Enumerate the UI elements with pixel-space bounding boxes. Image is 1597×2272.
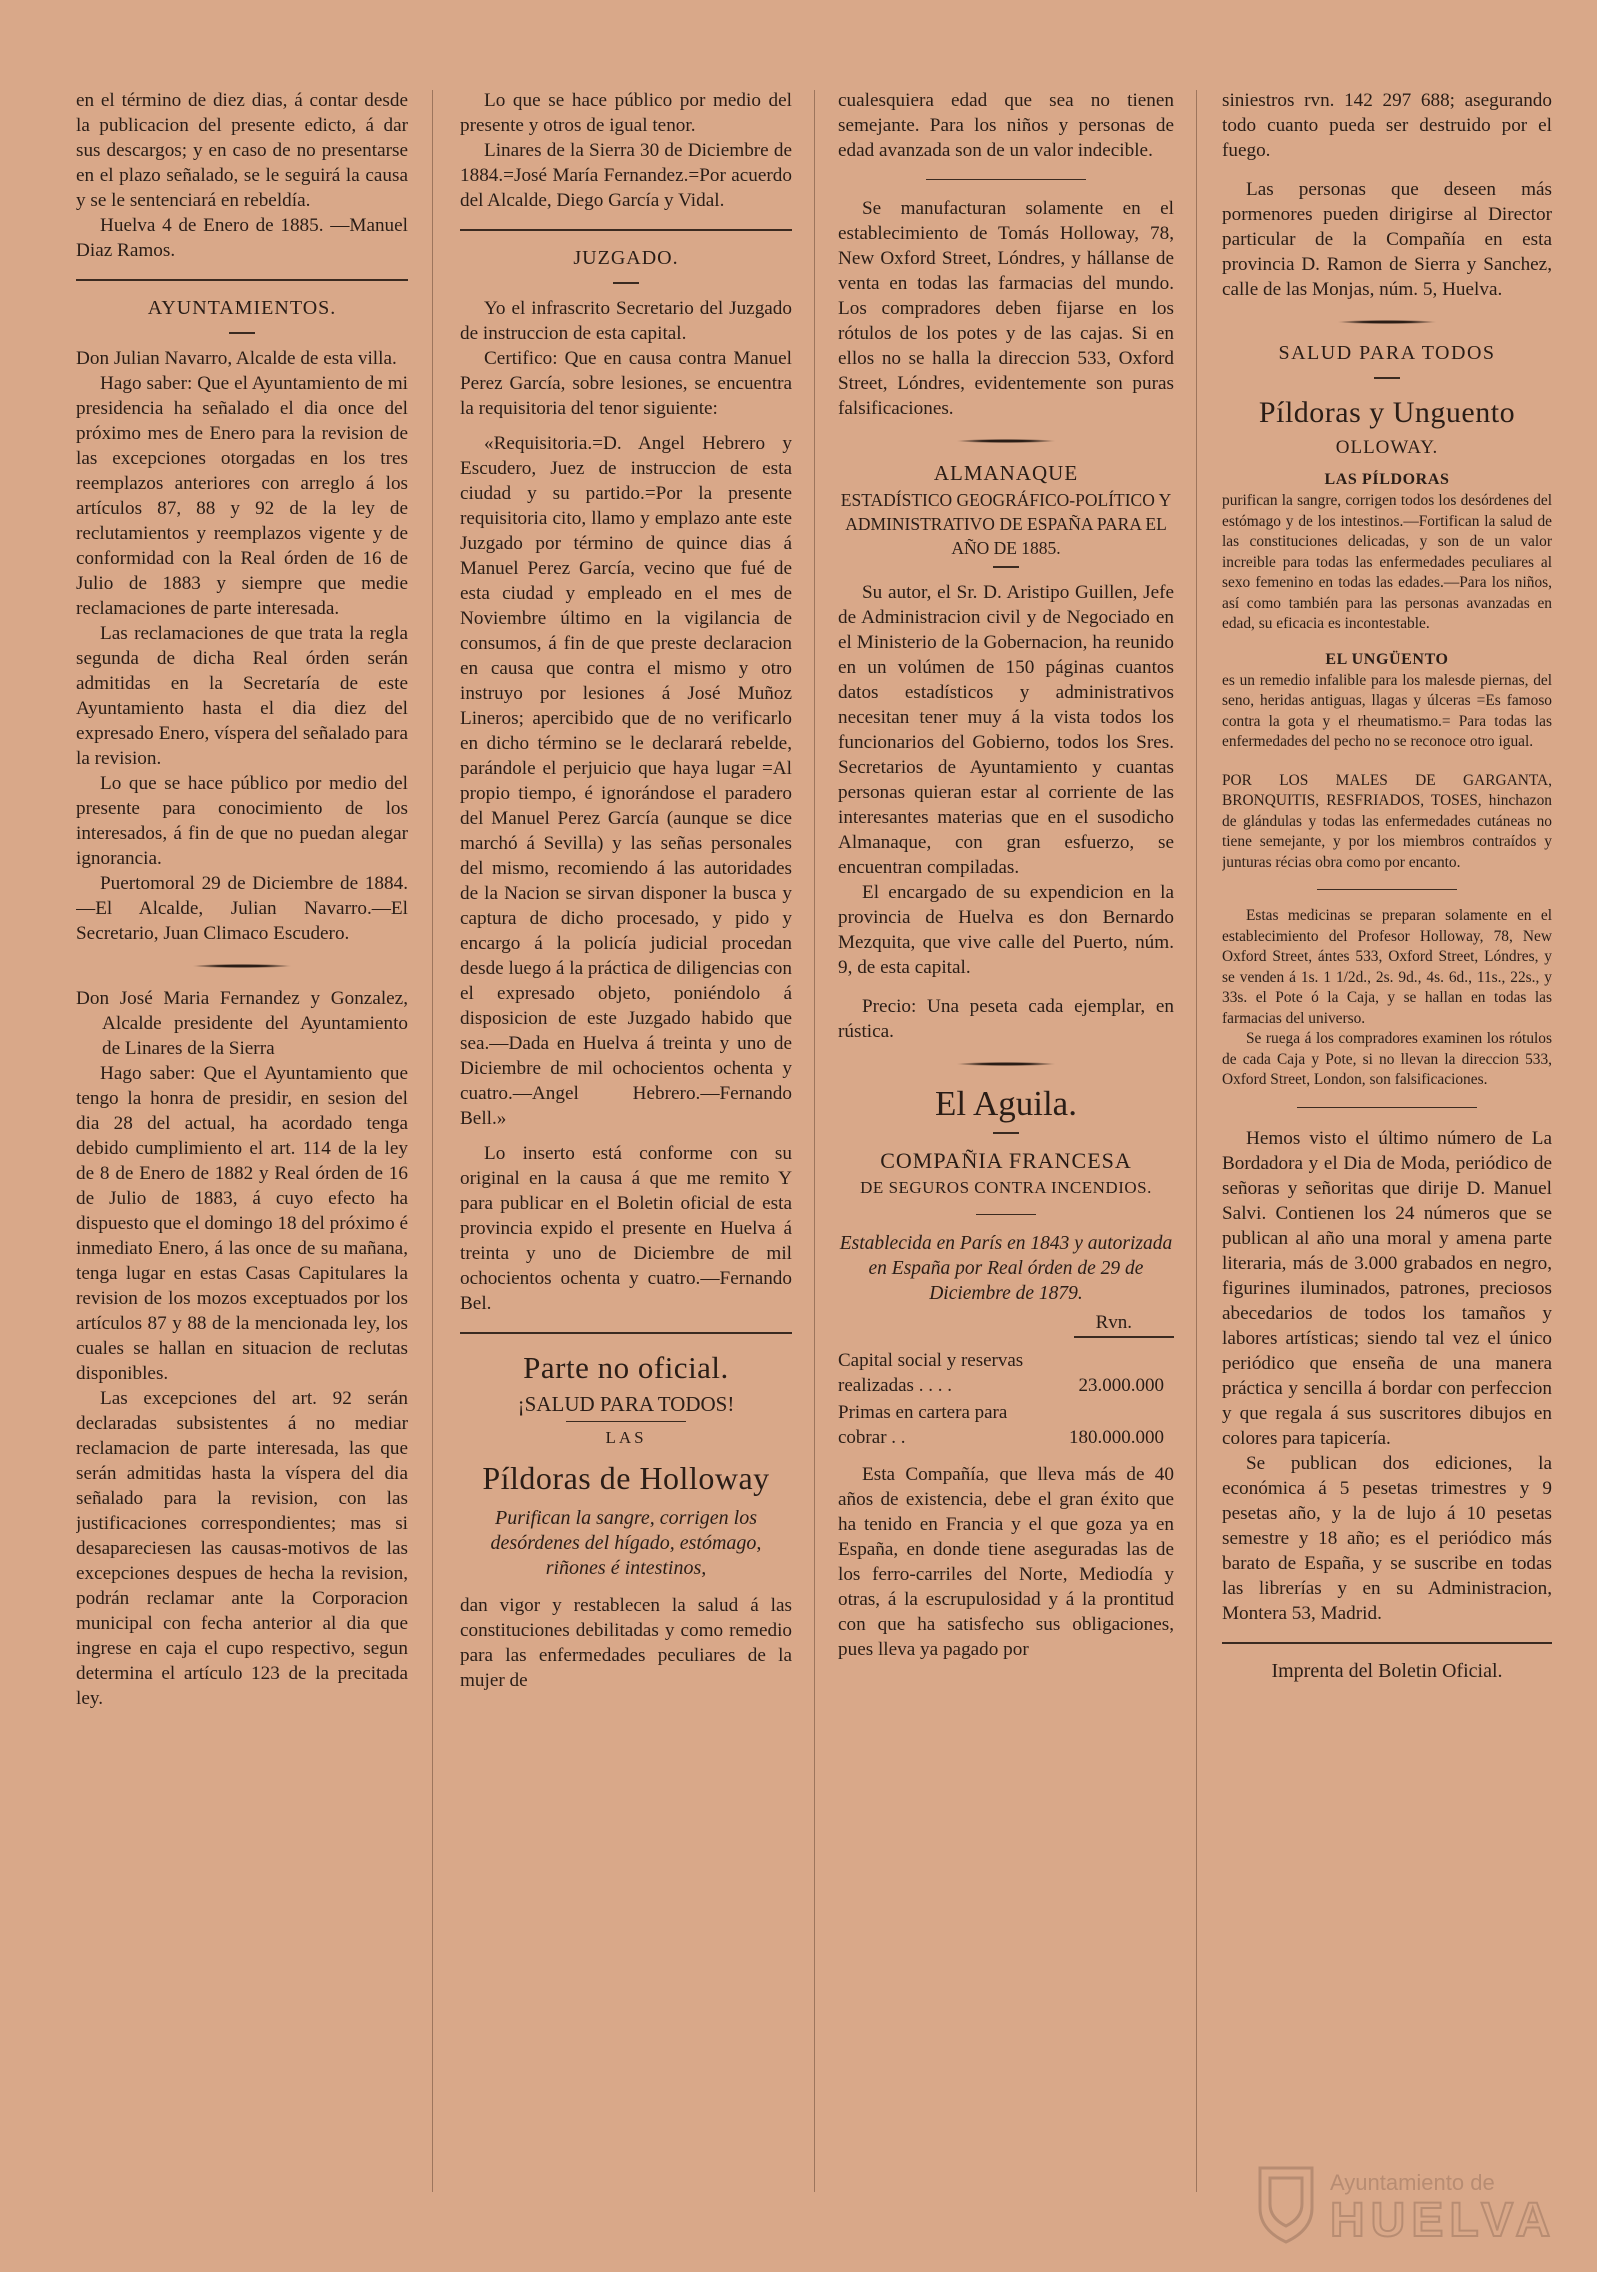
primas-value: 180.000.000 xyxy=(1069,1427,1164,1448)
imprenta-footer: Imprenta del Boletin Oficial. xyxy=(1271,1659,1503,1682)
edicto-signature: Huelva 4 de Enero de 1885. —Manuel Diaz Ramos. xyxy=(76,215,408,261)
short-rule xyxy=(566,1421,686,1422)
column-4 xyxy=(1222,88,1552,2212)
column-3 xyxy=(838,88,1174,2212)
rvn-label: Rvn. xyxy=(1095,1312,1132,1333)
juzgado-paragraph: Certifico: Que en causa contra Manuel Perez García, sobre lesiones, se encuentra la requisitoria del tenor siguiente: xyxy=(460,348,792,419)
salud-heading: SALUD PARA TODOS xyxy=(1278,342,1496,364)
juzgado-paragraph: Yo el infrascrito Secretario del Juzgado de instruccion de esta capital. xyxy=(460,298,792,344)
ornament-rule xyxy=(192,964,292,968)
linares-signature: Linares de la Sierra 30 de Diciembre de 1884.=José María Fernandez.=Por acuerdo del Alcalde, Diego García y Vidal. xyxy=(460,140,792,211)
capital-table xyxy=(838,1348,1174,1450)
ayuntamientos-heading: AYUNTAMIENTOS. xyxy=(147,297,337,319)
column-2 xyxy=(460,88,792,2212)
las-pildoras-text: purifican la sangre, corrigen todos los desórdenes del estómago y de los intestinos.—Fortifican la salud de las constituciones delicadas, y son de un valor increible para todas las enfermedades peculiares al sexo femenino en todas las edades.—Para los niños, así como también para las personas avanzadas en edad, su eficacia es incontestable. xyxy=(1222,492,1552,632)
heading-dash xyxy=(993,1132,1019,1134)
pildoras-holloway-title: Píldoras de Holloway xyxy=(482,1460,770,1496)
siniestros-text: siniestros rvn. 142 297 688; asegurando todo cuanto pueda ser destruido por el fuego. xyxy=(1222,90,1552,161)
short-rule xyxy=(1297,1107,1477,1108)
heading-dash xyxy=(613,282,639,284)
column-divider xyxy=(432,90,433,2192)
ornament-rule xyxy=(956,1062,1056,1066)
capital-value: 23.000.000 xyxy=(1078,1375,1164,1396)
linares-end: Lo que se hace público por medio del presente y otros de igual tenor. xyxy=(460,90,792,136)
column-divider xyxy=(814,90,815,2192)
las-label: LAS xyxy=(605,1428,647,1447)
pildoras-unguento-title: Píldoras y Unguento xyxy=(1258,396,1516,429)
juzgado-heading: JUZGADO. xyxy=(573,247,679,269)
requisitoria: «Requisitoria.=D. Angel Hebrero y Escudero, Juez de instruccion de esta ciudad y su partido.=Por la presente requisitoria cito, llamo y emplazo ante este Juzgado por término de quince dias á Manuel Perez García, vecino que fué de esta ciudad y empleado en el mes de Noviembre último en la vigilancia de consumos, á fin de que preste declaracion en causa que contra el mismo y otro instruyo por lesiones á José Muñoz Lineros; apercibido que de no verificarlo en dicho término se le declarará rebelde, parándole el perjuicio que haya lugar =Al propio tiempo, é ignorándose el paradero del Manuel Perez García (aunque se dice marchó á Sevilla) y las señas personales del mismo, recomiendo á las autoridades de la Nacion se sirvan disponer la busca y captura de dicho procesado, y pido y encargo á la policía judicial procedan desde luego á la práctica de diligencias con el expresado objeto, poniéndolo á disposicion de este Juzgado habido que sea.—Dada en Huelva á treinta y uno de Diciembre de mil ochocientos ochenta y cuatro.—Angel Hebrero.—Fernando Bell.» xyxy=(460,433,792,1129)
stamp-line1: Ayuntamiento de xyxy=(1330,2170,1495,2195)
shield-icon xyxy=(1260,2168,1312,2242)
section-rule xyxy=(1222,1642,1552,1644)
section-rule xyxy=(76,279,408,281)
el-unguento-heading: EL UNGÜENTO xyxy=(1325,650,1449,668)
salud-para-todos: ¡SALUD PARA TODOS! xyxy=(517,1392,735,1416)
ornament-rule xyxy=(956,439,1056,443)
puerto-paragraph: Hago saber: Que el Ayuntamiento de mi presidencia ha señalado el dia once del próximo mes de Enero para la revision de las excepciones otorgadas en los tres reemplazos anteriores con arreglo á los artículos 87, 88 y 92 de la ley de reclutamientos y reemplazos vigente y de conformidad con la Real órden de 16 de Julio de 1883 y siempre que medie reclamaciones de parte interesada. xyxy=(76,373,408,619)
almanaque-price: Precio: Una peseta cada ejemplar, en rústica. xyxy=(838,996,1174,1042)
short-rule xyxy=(926,179,1086,180)
table-row xyxy=(838,1400,1174,1450)
capital-label: Capital social y reservas realizadas . . . . xyxy=(838,1350,1024,1396)
puerto-paragraph: Las reclamaciones de que trata la regla segunda de dicha Real órden serán admitidas en la Secretaría de este Ayuntamiento hasta el dia diez del expresado Enero, víspera del señalado para la revision. xyxy=(76,623,408,769)
heading-dash xyxy=(1374,377,1400,379)
almanaque-paragraph: Su autor, el Sr. D. Aristipo Guillen, Jefe de Administracion civil y de Negociado en el Ministerio de la Gobernacion, ha reunido en un volúmen de 150 páginas cuantos datos estadísticos y administrativos necesitan tener muy á la vista todos los funcionarios del Gobierno, todos los Sres. Secretarios de Ayuntamiento y cuantas personas quieran estar al corriente de las interesantes materias que en el susodicho Almanaque, con gran esfuerzo, se encuentran compiladas. xyxy=(838,582,1174,878)
el-unguento-text: es un remedio infalible para los malesde piernas, del seno, heridas antiguas, llagas y úlceras =Es famoso contra la gota y el rheumatismo.= Para todas las enfermedades del pecho no se reconoce otro igual. xyxy=(1222,671,1552,750)
puerto-title: Don Julian Navarro, Alcalde de esta villa. xyxy=(76,348,397,369)
juzgado-paragraph: Lo inserto está conforme con su original en la causa á que me remito Y para publicar en el Boletin oficial de esta provincia expido el presente en Huelva á treinta y uno de Diciembre de mil ochocientos ochenta y cuatro.—Fernando Bel. xyxy=(460,1143,792,1314)
advert-small-text xyxy=(1222,471,1552,1091)
pildoras-tagline: Purifican la sangre, corrigen los desórdenes del hígado, estómago, riñones é intestinos, xyxy=(490,1507,762,1579)
huelva-watermark xyxy=(1250,2158,1570,2248)
ornament-rule xyxy=(1337,320,1437,324)
compania-heading: COMPAÑIA FRANCESA xyxy=(880,1148,1132,1173)
heading-dash xyxy=(993,566,1019,568)
manufacture-paragraph: Se manufacturan solamente en el establecimiento de Tomás Holloway, 78, New Oxford Street, Lóndres, y hállanse de venta en todas las farmacias del mundo. Los compradores deben fijarse en los rótulos de los potes y de las cajas. Si en ellos no se halla la direccion 533, Oxford Street, Lóndres, evidentemente son puras falsificaciones. xyxy=(838,198,1174,419)
column-1 xyxy=(76,88,408,2212)
puerto-signature: Puertomoral 29 de Diciembre de 1884.—El Alcalde, Julian Navarro.—El Secretario, Juan Climaco Escudero. xyxy=(76,873,408,944)
pildoras-continued: cualesquiera edad que sea no tienen semejante. Para los niños y personas de edad avanzada son de un valor indecible. xyxy=(838,90,1174,161)
almanaque-heading: ALMANAQUE xyxy=(933,461,1079,485)
table-row xyxy=(838,1348,1174,1398)
almanaque-subtitle: ESTADÍSTICO GEOGRÁFICO-POLÍTICO Y ADMINISTRATIVO DE ESPAÑA PARA EL AÑO DE 1885. xyxy=(840,490,1172,558)
linares-paragraph: Hago saber: Que el Ayuntamiento que tengo la honra de presidir, en sesion del dia 28 del actual, ha acordado tenga debido cumplimiento el art. 114 de la ley de 8 de Enero de 1882 y Real órden de 16 de Julio de 1883, á cuyo efecto ha dispuesto que el domingo 18 del próximo é inmediato Enero, á las once de su mañana, tenga lugar en estas Casas Capitulares la revision de los mozos exceptuados por los artículos 87 y 88 de la mencionada ley, los cuales se hallan en situacion de reclutas disponibles. xyxy=(76,1063,408,1384)
almanaque-paragraph: El encargado de su expendicion en la provincia de Huelva es don Bernardo Mezquita, que vive calle del Puerto, núm. 9, de esta capital. xyxy=(838,882,1174,978)
heading-dash xyxy=(229,332,255,334)
pildoras-text: dan vigor y restablecen la salud á las constituciones debilitadas y como remedio para las enfermedades peculiares de la mujer de xyxy=(460,1595,792,1691)
section-rule xyxy=(460,229,792,231)
column-divider xyxy=(1196,90,1197,2192)
establecida-text: Establecida en París en 1843 y autorizada en España por Real órden de 29 de Diciembre de 1879. xyxy=(839,1233,1173,1304)
edicto-end: en el término de diez dias, á contar desde la publicacion del presente edicto, á dar sus descargos; y en caso de no presentarse en el plazo señalado, se le seguirá la causa y se le sentenciará en rebeldía. xyxy=(76,90,408,211)
parte-no-oficial-heading: Parte no oficial. xyxy=(523,1350,729,1385)
personas-paragraph: Las personas que deseen más pormenores pueden dirigirse al Director particular de la Compañía en esta provincia D. Ramon de Sierra y Sanchez, calle de las Monjas, núm. 5, Huelva. xyxy=(1222,179,1552,300)
medicinas-text: Estas medicinas se preparan solamente en el establecimiento del Profesor Holloway, 78, New Oxford Street, ántes 533, Oxford Street, Lóndres, y se venden á 1s. 1 1/2d., 2s. 9d., 4s. 6d., 11s., 22s., y 33s. el Pote ó la Caja, y se hallan en todas las farmacias del universo. xyxy=(1222,907,1552,1027)
stamp-line2: HUELVA xyxy=(1330,2194,1557,2247)
section-rule xyxy=(460,1332,792,1334)
bordadora-paragraph: Hemos visto el último número de La Bordadora y el Dia de Moda, periódico de señoras y señoritas que dirije D. Manuel Salvi. Contienen los 24 números que se publican al año una moral y amena parte literaria, más de 3.000 grabados en negro, figurines iluminados, patrones, preciosos abecedarios de todos los tamaños y labores artísticas; siendo tal vez el único periódico que enseña de una manera práctica y sencilla á bordar con perfeccion y que regala á sus suscritores dibujos en colores para tapicería. xyxy=(1222,1127,1552,1449)
males-text: POR LOS MALES DE GARGANTA, BRONQUITIS, RESFRIADOS, TOSES, hinchazon de glándulas y todas las enfermedades cutáneas no tiene semejante, y por los miembros contraídos y junturas récias obra como por encanto. xyxy=(1222,771,1552,871)
bordadora-paragraph: Se publican dos ediciones, la económica á 5 pesetas trimestres y 9 pesetas año, y la de lujo á 10 pesetas semestre y 18 año; es el periódico más barato de España, y se suscribe en todas las librerías y en su Administracion, Montera 53, Madrid. xyxy=(1222,1452,1552,1624)
short-rule xyxy=(1317,889,1457,890)
olloway-label: OLLOWAY. xyxy=(1335,437,1439,458)
primas-label: Primas en cartera para cobrar . . xyxy=(838,1402,1008,1448)
las-pildoras-heading: LAS PÍLDORAS xyxy=(1324,471,1450,488)
linares-title: Don José Maria Fernandez y Gonzalez, Alcalde presidente del Ayuntamiento de Linares de la Sierra xyxy=(76,988,408,1059)
linares-paragraph: Las excepciones del art. 92 serán declaradas subsistentes á no mediar reclamacion de parte interesada, las que serán admitidas hasta la víspera del dia señalado para la revision, con las justificaciones correspondientes; mas si desapareciesen las causas-motivos de las excepciones despues de hecha la revision, podrán reclamar ante la Corporacion municipal con fecha anterior al dia que ingrese en caja el cupo respectivo, segun determina el artículo 123 de la precitada ley. xyxy=(76,1388,408,1709)
ruega-text: Se ruega á los compradores examinen los rótulos de cada Caja y Pote, si no llevan la direccion 533, Oxford Street, London, son falsificaciones. xyxy=(1222,1030,1552,1088)
el-aguila-title: El Aguila. xyxy=(935,1084,1077,1123)
puerto-paragraph: Lo que se hace público por medio del presente para conocimiento de los interesados, á fin de que no puedan alegar ignorancia. xyxy=(76,773,408,869)
compania-paragraph: Esta Compañía, que lleva más de 40 años de existencia, debe el gran éxito que ha tenido en Francia y el que goza ya en España, en donde tiene aseguradas las de los ferro-carriles del Norte, Mediodía y otras, á la escrupulosidad y á la prontitud con que ha satisfecho sus obligaciones, pues lleva ya pagado por xyxy=(838,1464,1174,1660)
compania-subheading: DE SEGUROS CONTRA INCENDIOS. xyxy=(860,1178,1152,1197)
short-rule xyxy=(976,1214,1036,1215)
rvn-rule xyxy=(1074,1336,1174,1338)
